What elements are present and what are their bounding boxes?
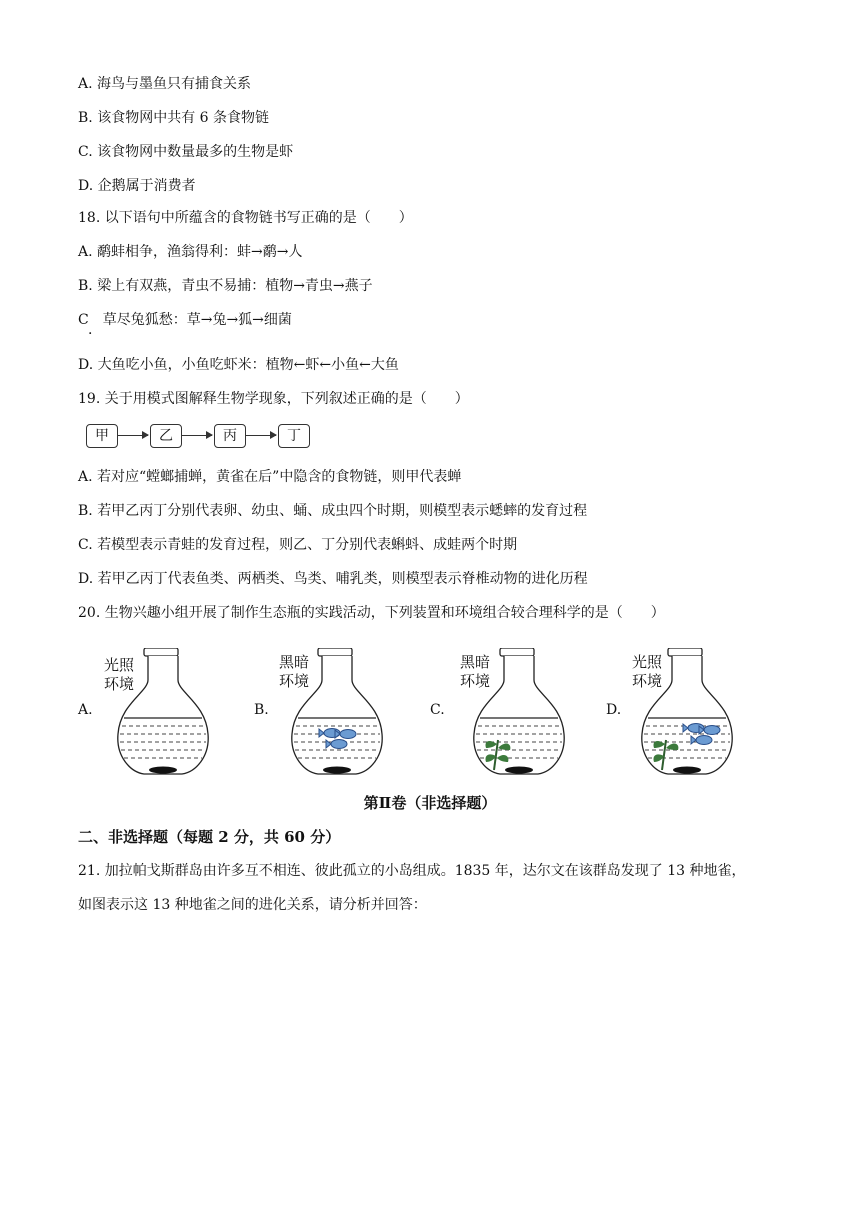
q18-option-d: D. 大鱼吃小鱼，小鱼吃虾米：植物←虾←小鱼←大鱼 (78, 357, 399, 373)
q19-option-a: A. 若对应“螳螂捕蝉，黄雀在后”中隐含的食物链，则甲代表蝉 (78, 469, 462, 485)
flow-box-jia: 甲 (86, 424, 118, 448)
env-line-1: 光照 (632, 653, 663, 671)
q17-option-b: B. 该食物网中共有 6 条食物链 (78, 110, 269, 126)
eco-bottle-b (282, 648, 402, 776)
q18-option-a: A. 鹬蚌相争，渔翁得利：蚌→鹬→人 (78, 244, 303, 260)
flow-box-ding: 丁 (278, 424, 310, 448)
q18-option-b: B. 梁上有双燕，青虫不易捕：植物→青虫→燕子 (78, 278, 373, 294)
env-line-2: 环境 (279, 672, 310, 690)
eco-bottle-a (108, 648, 228, 776)
q20-option-d-label: D. (606, 702, 622, 718)
q18-option-c-mark: · (88, 326, 93, 342)
part2-title: 二、非选择题（每题 2 分，共 60 分） (78, 828, 341, 846)
q21-line-2: 如图表示这 13 种地雀之间的进化关系，请分析并回答： (78, 897, 427, 913)
env-line-1: 黑暗 (279, 653, 310, 671)
flow-arrow-2 (182, 435, 212, 436)
q17-option-a: A. 海鸟与墨鱼只有捕食关系 (78, 76, 252, 92)
flow-box-bing: 丙 (214, 424, 246, 448)
flow-arrow-1 (118, 435, 148, 436)
env-line-1: 黑暗 (460, 653, 491, 671)
q18-stem: 18. 以下语句中所蕴含的食物链书写正确的是（ ） (78, 210, 413, 226)
env-line-2: 环境 (632, 672, 663, 690)
flow-arrow-3 (246, 435, 276, 436)
q20-option-c-label: C. (430, 702, 445, 718)
q17-option-d: D. 企鹅属于消费者 (78, 178, 196, 194)
env-line-2: 环境 (104, 675, 135, 693)
q17-option-c: C. 该食物网中数量最多的生物是虾 (78, 144, 294, 160)
q20-stem: 20. 生物兴趣小组开展了制作生态瓶的实践活动，下列装置和环境组合较合理科学的是（ ） (78, 605, 665, 621)
section-title: 第Ⅱ卷（非选择题） (363, 794, 497, 812)
q19-option-b: B. 若甲乙丙丁分别代表卵、幼虫、蛹、成虫四个时期，则模型表示蟋蟀的发育过程 (78, 503, 588, 519)
q19-option-d: D. 若甲乙丙丁代表鱼类、两栖类、鸟类、哺乳类，则模型表示脊椎动物的进化历程 (78, 571, 588, 587)
env-line-1: 光照 (104, 656, 135, 674)
q18-option-c: C 草尽兔狐愁：草→兔→狐→细菌 (78, 312, 292, 328)
env-line-2: 环境 (460, 672, 491, 690)
q19-option-c: C. 若模型表示青蛙的发育过程，则乙、丁分别代表蝌蚪、成蛙两个时期 (78, 537, 518, 553)
eco-bottle-d (632, 648, 752, 776)
eco-bottle-c (464, 648, 584, 776)
q19-stem: 19. 关于用模式图解释生物学现象，下列叙述正确的是（ ） (78, 391, 469, 407)
q21-line-1: 21. 加拉帕戈斯群岛由许多互不相连、彼此孤立的小岛组成。1835 年，达尔文在该群岛发现了 13 种地雀， (78, 863, 746, 879)
flow-box-yi: 乙 (150, 424, 182, 448)
q19-flow-diagram (86, 424, 316, 448)
q20-option-a-label: A. (78, 702, 93, 718)
q20-option-b-label: B. (254, 702, 269, 718)
